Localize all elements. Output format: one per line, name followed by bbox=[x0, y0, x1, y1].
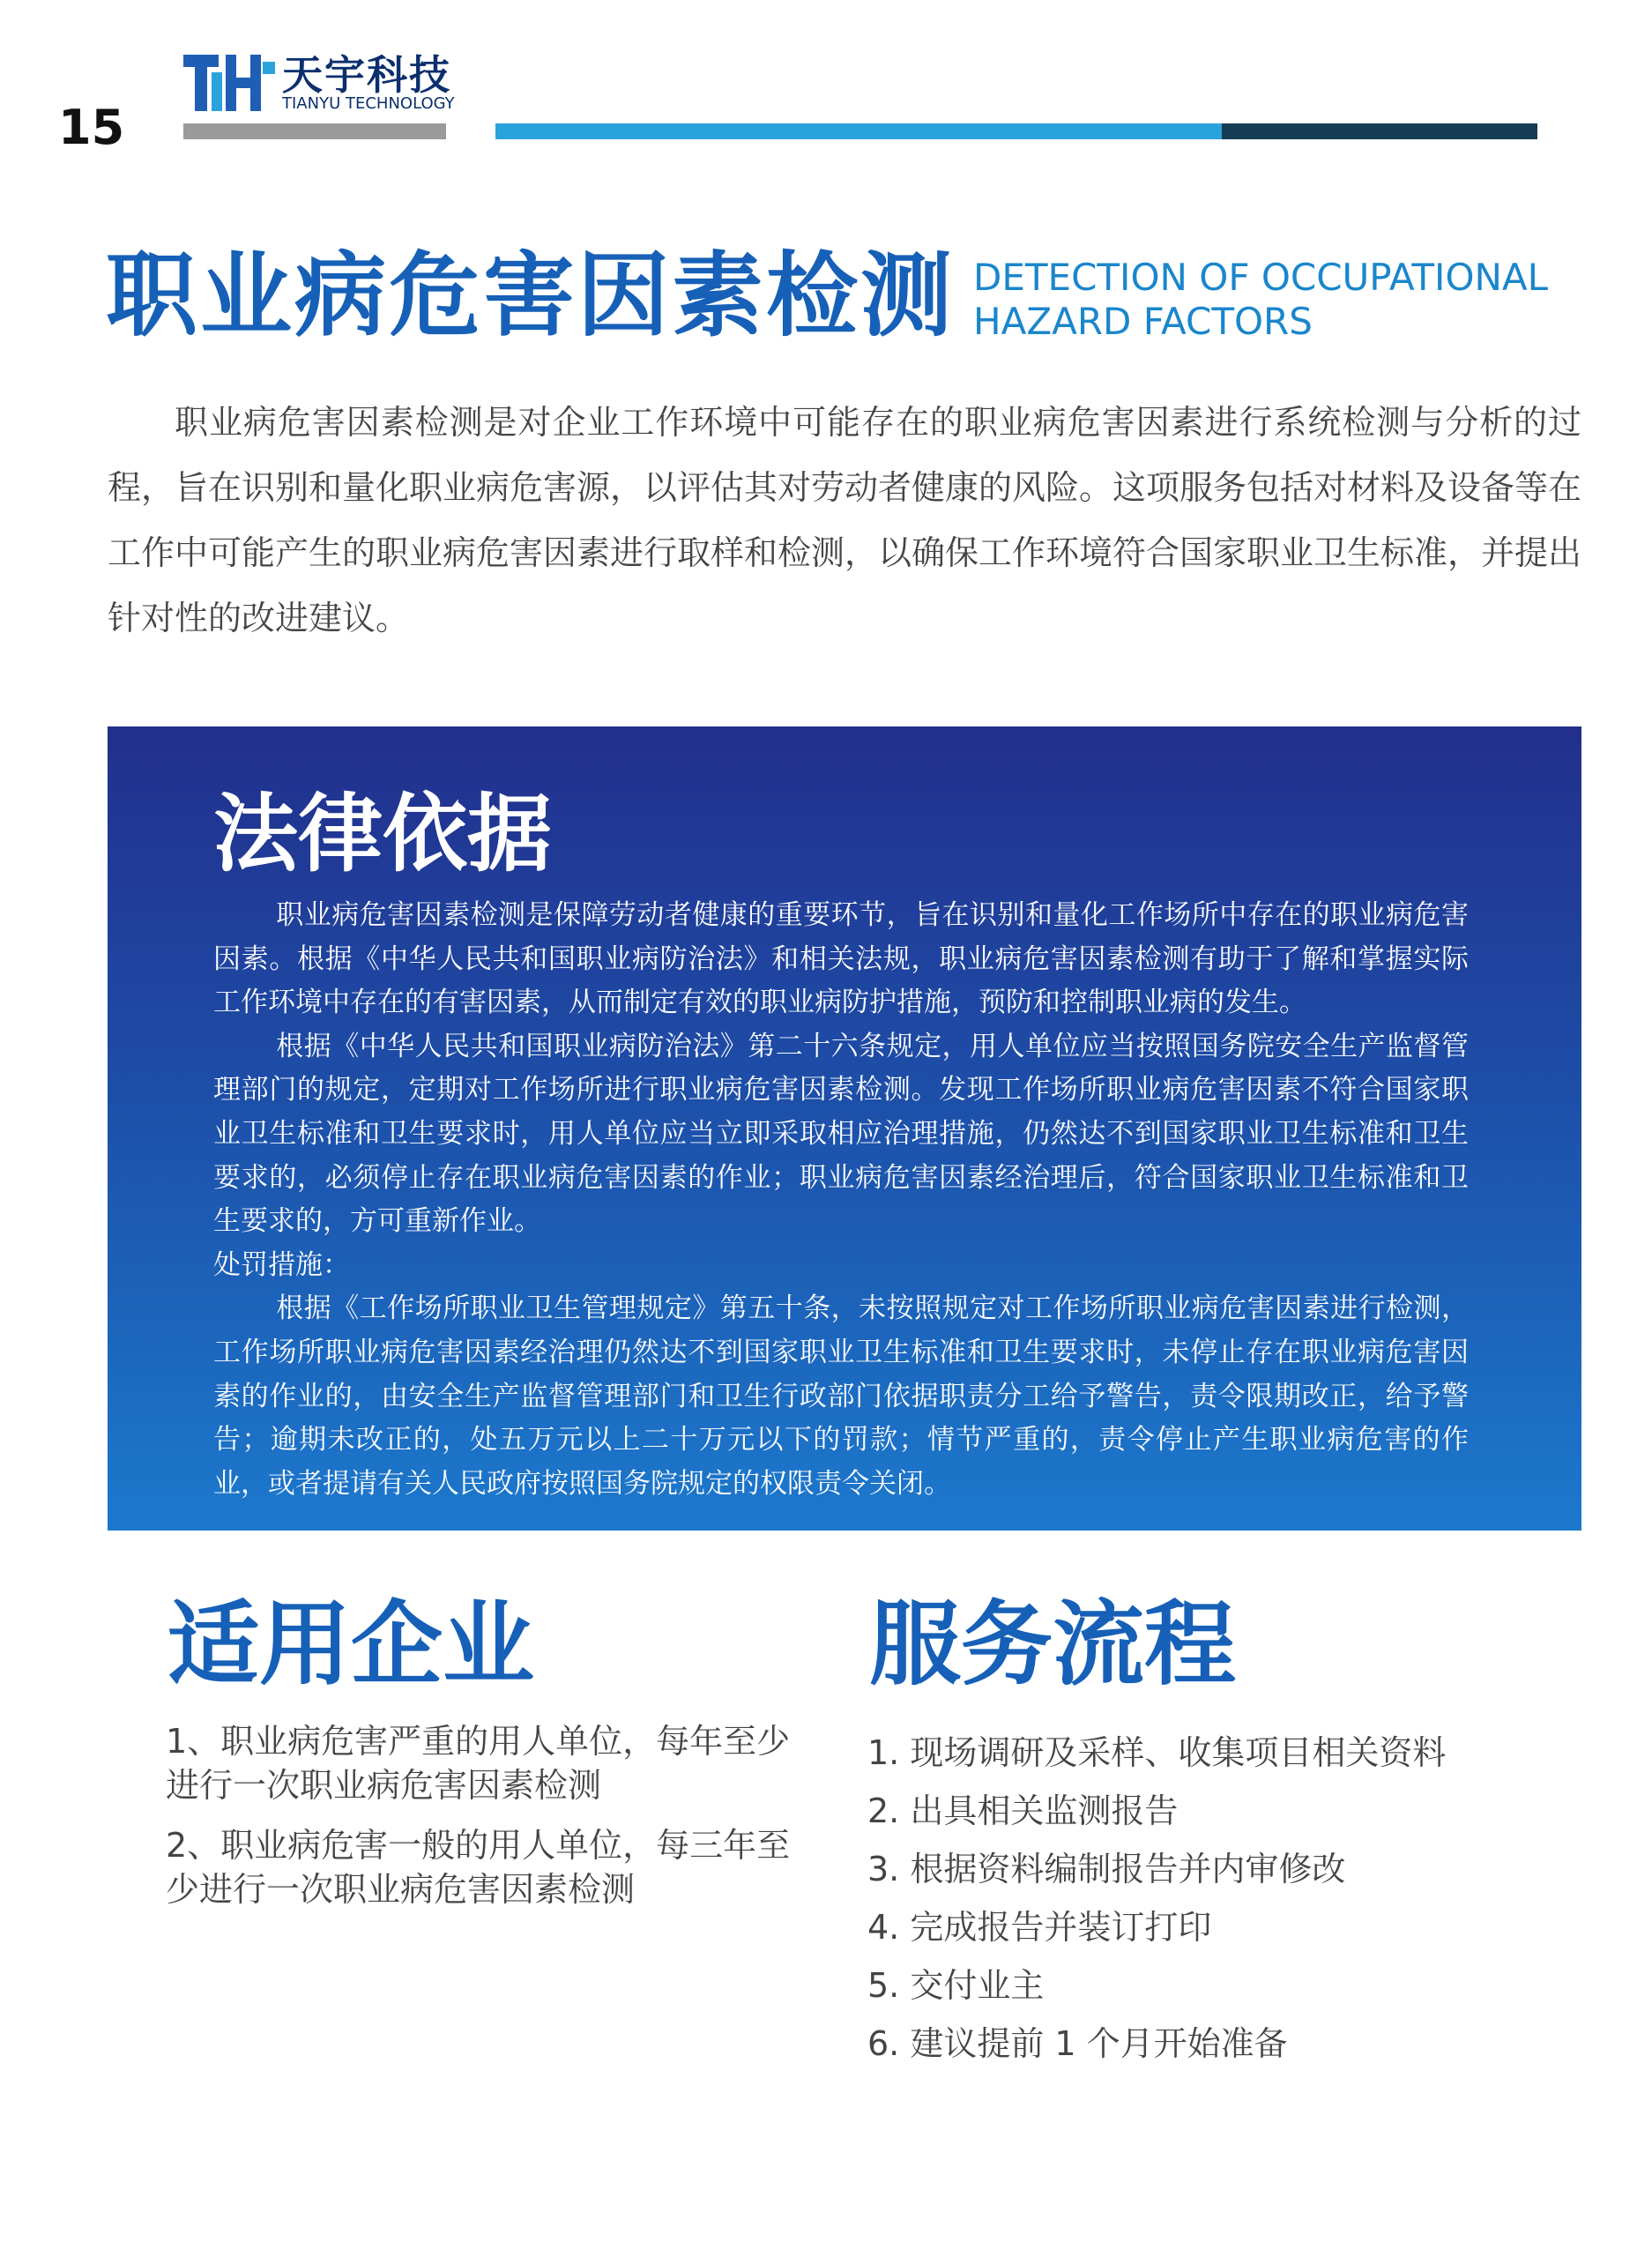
applicable-enterprises-list bbox=[166, 1719, 818, 1927]
list-item: 1、职业病危害严重的用人单位，每年至少进行一次职业病危害因素检测 bbox=[166, 1722, 791, 1805]
legal-basis-title: 法律依据 bbox=[213, 785, 552, 883]
logo-company-name-cn: 天宇科技 bbox=[282, 51, 451, 99]
list-item: 6. 建议提前 1 个月开始准备 bbox=[867, 2024, 1288, 2063]
header-divider-dark bbox=[1222, 123, 1537, 139]
legal-paragraph-3: 根据《工作场所职业卫生管理规定》第五十条，未按照规定对工作场所职业病危害因素进行检测，工作场所职业病危害因素经治理仍然达不到国家职业卫生标准和卫生要求时，未停止存在职业病危害因素的作业的，由安全生产监督管理部门和卫生行政部门依据职责分工给予警告，责令限期改正，给予警告；逾期未改正的，处五万元以上二十万元以下的罚款；情节严重的，责令停止产生职业病危害的作业，或者提请有关人民政府按照国务院规定的权限责令关闭。 bbox=[213, 1292, 1469, 1500]
legal-paragraph-1: 职业病危害因素检测是保障劳动者健康的重要环节，旨在识别和量化工作场所中存在的职业病危害因素。根据《中华人民共和国职业病防治法》和相关法规，职业病危害因素检测有助于了解和掌握实际工作环境中存在的有害因素，从而制定有效的职业病防护措施，预防和控制职业病的发生。 bbox=[213, 899, 1469, 1019]
header-divider-blue bbox=[495, 123, 1222, 139]
service-process-title: 服务流程 bbox=[869, 1590, 1237, 1698]
header-divider-gray bbox=[183, 123, 446, 139]
page-title: 职业病危害因素检测 bbox=[106, 242, 956, 349]
legal-basis-panel bbox=[108, 726, 1581, 1531]
page-title-english-line2: HAZARD FACTORS bbox=[973, 300, 1313, 343]
page-title-english bbox=[973, 256, 1548, 344]
service-process-list bbox=[867, 1724, 1555, 2073]
intro-paragraph: 职业病危害因素检测是对企业工作环境中可能存在的职业病危害因素进行系统检测与分析的过程，旨在识别和量化职业病危害源，以评估其对劳动者健康的风险。这项服务包括对材料及设备等在工作中可能产生的职业病危害因素进行取样和检测，以确保工作环境符合国家职业卫生标准，并提出针对性的改进建议。 bbox=[108, 403, 1582, 637]
logo-mark-icon bbox=[183, 55, 275, 111]
logo-company-name-en: TIANYU TECHNOLOGY bbox=[282, 94, 455, 113]
list-item: 2. 出具相关监测报告 bbox=[867, 1791, 1179, 1830]
list-item: 5. 交付业主 bbox=[867, 1966, 1045, 2005]
legal-basis-body bbox=[213, 894, 1469, 1506]
applicable-enterprises-title: 适用企业 bbox=[167, 1590, 535, 1698]
legal-paragraph-2: 根据《中华人民共和国职业病防治法》第二十六条规定，用人单位应当按照国务院安全生产监督管理部门的规定，定期对工作场所进行职业病危害因素检测。发现工作场所职业病危害因素不符合国家职业卫生标准和卫生要求时，用人单位应当立即采取相应治理措施，仍然达不到国家职业卫生标准和卫生要求的，必须停止存在职业病危害因素的作业；职业病危害因素经治理后，符合国家职业卫生标准和卫生要求的，方可重新作业。 bbox=[213, 1030, 1469, 1238]
penalty-label: 处罚措施： bbox=[213, 1248, 350, 1281]
list-item: 2、职业病危害一般的用人单位，每三年至少进行一次职业病危害因素检测 bbox=[166, 1826, 791, 1909]
page-title-english-line1: DETECTION OF OCCUPATIONAL bbox=[973, 256, 1549, 299]
list-item: 4. 完成报告并装订打印 bbox=[867, 1908, 1212, 1947]
page-number: 15 bbox=[58, 100, 125, 155]
list-item: 3. 根据资料编制报告并内审修改 bbox=[867, 1850, 1346, 1888]
list-item: 1. 现场调研及采样、收集项目相关资料 bbox=[867, 1733, 1447, 1772]
company-logo bbox=[183, 51, 474, 113]
